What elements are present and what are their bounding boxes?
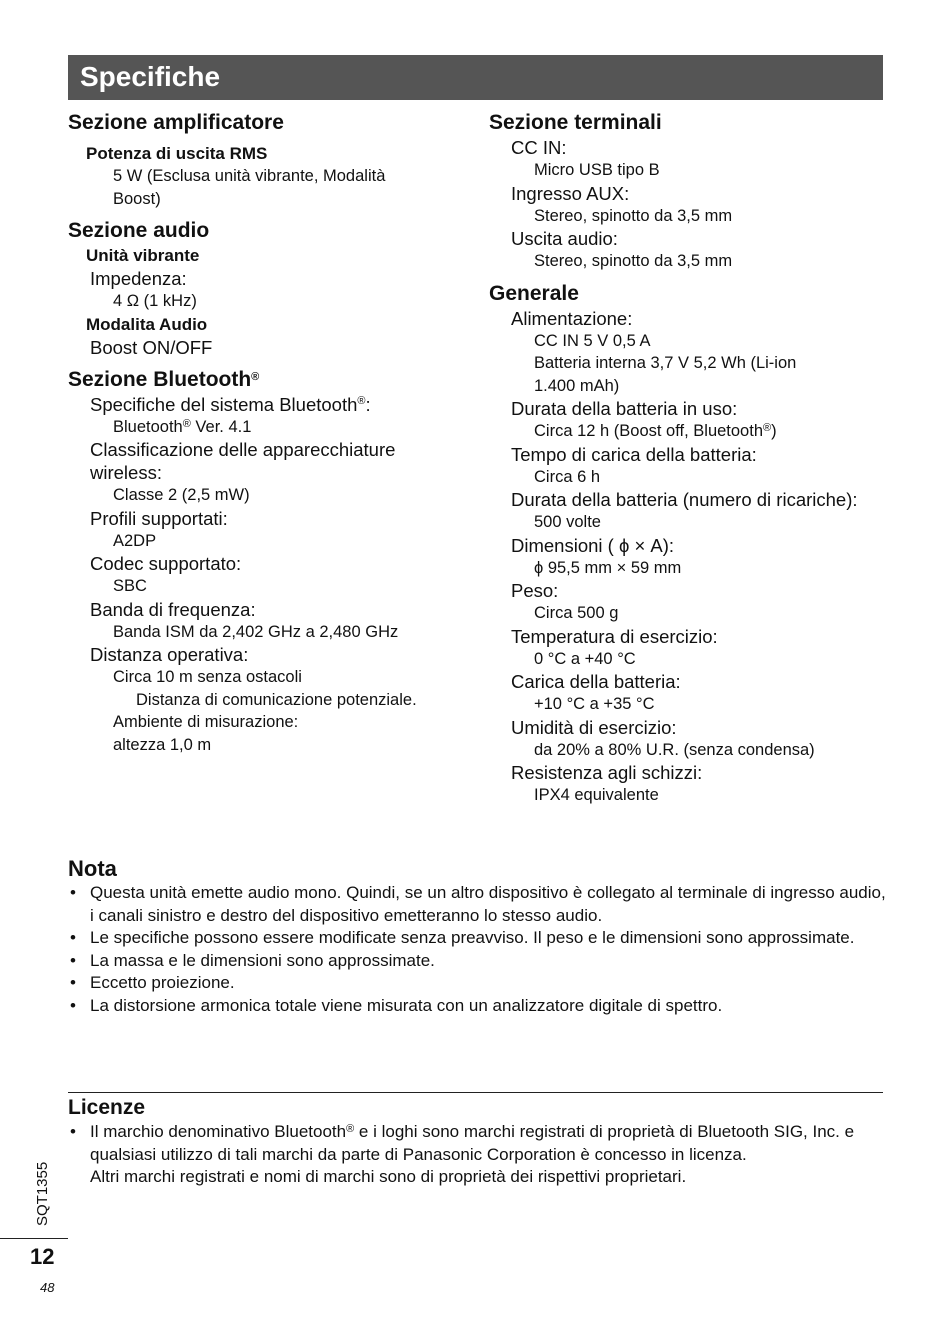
bt-distance-value-1: Circa 10 m senza ostacoli xyxy=(113,668,302,686)
aux-in-label: Ingresso AUX: xyxy=(511,182,630,204)
page-number: 12 xyxy=(30,1244,55,1269)
dc-in-value: Micro USB tipo B xyxy=(534,161,660,179)
amp-value-2: Boost) xyxy=(113,189,161,208)
weight-label: Peso: xyxy=(511,580,559,601)
power-value-2: Batteria interna 3,7 V 5,2 Wh (Li-ion xyxy=(534,354,797,372)
audio-sub-2: Modalita Audio xyxy=(86,314,208,334)
bt-codec-value: SBC xyxy=(113,577,147,595)
charge-time-label: Tempo di carica della batteria: xyxy=(511,443,757,465)
humidity-value: da 20% a 80% U.R. (senza condensa) xyxy=(534,740,815,759)
impedance-value: 4 Ω (1 kHz) xyxy=(113,292,197,310)
registered-mark: ® xyxy=(251,370,260,383)
bt-class-label-2: wireless: xyxy=(90,462,162,483)
note-item: • La distorsione armonica totale viene misurata con un analizzatore digitale di spettro. xyxy=(68,995,888,1018)
license-paragraph-2: Altri marchi registrati e nomi di marchi sono di proprietà dei rispettivi proprietari. xyxy=(90,1167,687,1186)
note-list xyxy=(68,882,888,1017)
splash-value: IPX4 equivalente xyxy=(534,786,659,804)
section-title-bar xyxy=(68,55,883,100)
terminals-heading: Sezione terminali xyxy=(489,111,662,134)
document-code: SQT1355 xyxy=(34,1161,51,1226)
battery-life-label: Durata della batteria in uso: xyxy=(511,398,738,419)
power-value-3: 1.400 mAh) xyxy=(534,376,620,395)
audio-out-label: Uscita audio: xyxy=(511,228,618,249)
license-divider xyxy=(68,1092,883,1093)
battery-charge-label: Carica della batteria: xyxy=(511,671,681,692)
audio-heading: Sezione audio xyxy=(68,219,210,242)
license-body xyxy=(68,1121,883,1189)
bt-spec-value: Bluetooth® Ver. 4.1 xyxy=(113,417,252,436)
bt-profiles-label: Profili supportati: xyxy=(90,507,228,529)
bt-heading: Sezione Bluetooth® xyxy=(68,367,260,391)
weight-value: Circa 500 g xyxy=(534,604,619,622)
power-label: Alimentazione: xyxy=(511,307,633,329)
audio-sub-1: Unità vibrante xyxy=(86,246,200,265)
footer-divider xyxy=(0,1238,68,1239)
secondary-page-number: 48 xyxy=(40,1280,55,1295)
charge-time-value: Circa 6 h xyxy=(534,467,601,486)
right-column xyxy=(489,110,889,807)
bt-spec-label: Specifiche del sistema Bluetooth®: xyxy=(90,393,371,415)
splash-label: Resistenza agli schizzi: xyxy=(511,762,703,783)
operating-temp-label: Temperatura di esercizio: xyxy=(511,625,718,647)
license-paragraph-1: Il marchio denominativo Bluetooth® e i loghi sono marchi registrati di proprietà di Bluetooth SIG, Inc. e qualsiasi utilizzo di tali marchi da parte di Panasonic Corporation è concesso in licenza. xyxy=(90,1122,855,1164)
bt-codec-label: Codec supportato: xyxy=(90,553,242,574)
bt-band-label: Banda di frequenza: xyxy=(90,598,256,620)
amp-sub: Potenza di uscita RMS xyxy=(86,144,268,163)
aux-in-value: Stereo, spinotto da 3,5 mm xyxy=(534,206,733,225)
bt-distance-label: Distanza operativa: xyxy=(90,644,249,665)
dimensions-label: Dimensioni ( ϕ × A): xyxy=(511,534,675,556)
bt-distance-value-4: altezza 1,0 m xyxy=(113,735,212,754)
amp-value-1: 5 W (Esclusa unità vibrante, Modalità xyxy=(113,167,386,185)
left-column xyxy=(68,110,468,756)
note-title: Nota xyxy=(68,856,117,881)
general-heading: Generale xyxy=(489,281,579,305)
bt-band-value: Banda ISM da 2,402 GHz a 2,480 GHz xyxy=(113,622,399,641)
note-item: • Le specifiche possono essere modificate senza preavviso. Il peso e le dimensioni sono approssimate. xyxy=(68,927,888,950)
bt-profiles-value: A2DP xyxy=(113,531,157,550)
bt-distance-value-3: Ambiente di misurazione: xyxy=(113,713,299,731)
page-title: Specifiche xyxy=(80,61,221,92)
impedance-label: Impedenza: xyxy=(90,268,187,289)
cycles-value: 500 volte xyxy=(534,513,601,531)
note-item: • La massa e le dimensioni sono approssimate. xyxy=(68,950,888,973)
power-value-1: CC IN 5 V 0,5 A xyxy=(534,331,651,350)
boost-value: Boost ON/OFF xyxy=(90,336,213,358)
operating-temp-value: 0 °C a +40 °C xyxy=(534,649,636,668)
bt-class-label-1: Classificazione delle apparecchiature xyxy=(90,439,396,460)
bullet: • xyxy=(70,1122,76,1141)
battery-life-value: Circa 12 h (Boost off, Bluetooth®) xyxy=(534,422,777,440)
cycles-label: Durata della batteria (numero di ricariche): xyxy=(511,489,858,510)
amp-heading: Sezione amplificatore xyxy=(68,111,284,134)
license-title: Licenze xyxy=(68,1096,146,1119)
bt-distance-value-2: Distanza di comunicazione potenziale. xyxy=(136,690,417,709)
battery-charge-value: +10 °C a +35 °C xyxy=(534,695,655,713)
audio-out-value: Stereo, spinotto da 3,5 mm xyxy=(534,252,733,270)
note-item: • Eccetto proiezione. xyxy=(68,972,888,995)
dimensions-value: ϕ 95,5 mm × 59 mm xyxy=(534,558,682,577)
note-item: • Questa unità emette audio mono. Quindi, se un altro dispositivo è collegato al terminale di ingresso audio, i canali sinistro e destro del dispositivo emetteranno lo stesso audio. xyxy=(68,882,888,927)
humidity-label: Umidità di esercizio: xyxy=(511,716,677,738)
dc-in-label: CC IN: xyxy=(511,137,567,158)
bt-class-value: Classe 2 (2,5 mW) xyxy=(113,486,250,504)
